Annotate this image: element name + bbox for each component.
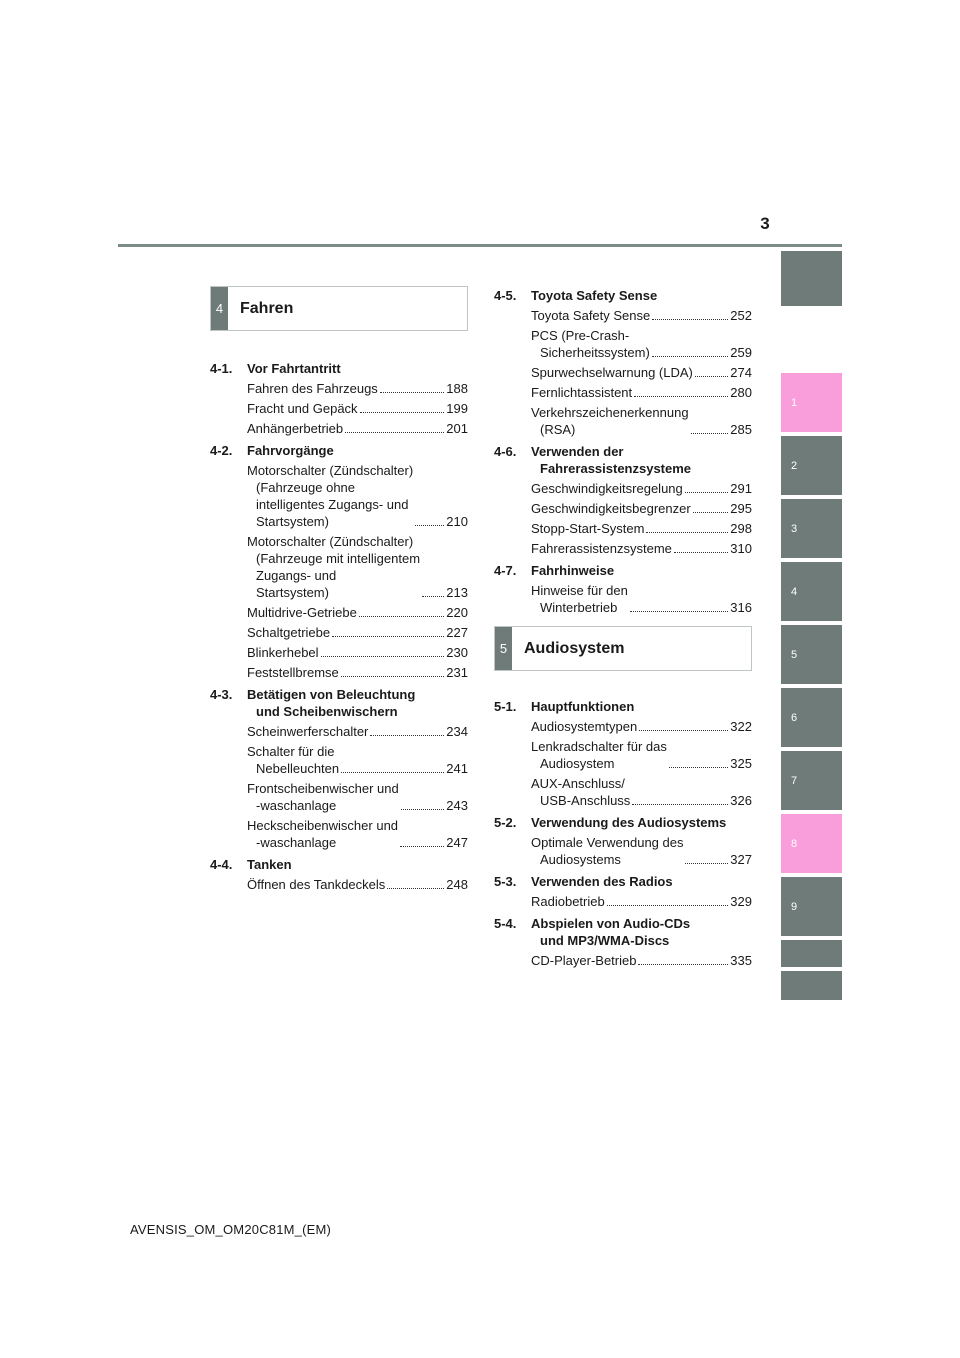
toc-groups <box>210 351 468 893</box>
subsection-title: Fahrvorgänge <box>247 443 334 458</box>
section-title: Fahren <box>240 300 294 317</box>
dot-leader <box>652 319 728 320</box>
toc-entry[interactable] <box>531 307 752 324</box>
toc-entry[interactable] <box>531 738 752 772</box>
subsection-title: Verwendung des Audiosystems <box>531 815 727 830</box>
dot-leader <box>607 905 729 906</box>
toc-page-number: 201 <box>446 421 468 436</box>
chapter-tab-label: 5 <box>791 648 798 661</box>
toc-entry[interactable] <box>247 780 468 814</box>
toc-page-number: 220 <box>446 605 468 620</box>
toc-entry-title: Toyota Safety Sense <box>531 308 651 323</box>
subsection-number: 5-3. <box>494 874 517 889</box>
chapter-tab-5[interactable] <box>781 625 842 684</box>
toc-page-number: 291 <box>730 481 752 496</box>
dot-leader <box>630 611 728 612</box>
dot-leader <box>674 552 728 553</box>
dot-leader <box>685 492 729 493</box>
dot-leader <box>634 396 728 397</box>
toc-entry-title: Blinkerhebel <box>247 645 319 660</box>
toc-page-number: 210 <box>446 514 468 529</box>
dot-leader <box>415 525 444 526</box>
chapter-tab-label: 4 <box>791 585 798 598</box>
chapter-tab-9[interactable] <box>781 877 842 936</box>
section-header-audiosystem[interactable] <box>494 626 752 671</box>
chapter-tab-blank[interactable] <box>781 940 842 967</box>
dot-leader <box>345 432 444 433</box>
toc-entry[interactable] <box>531 520 752 537</box>
toc-page-number: 227 <box>446 625 468 640</box>
toc-entry[interactable] <box>531 480 752 497</box>
toc-page-number: 213 <box>446 585 468 600</box>
toc-entry-title: Motorschalter (Zündschalter) (Fahrzeuge ohne intelligentes Zugangs- und Startsystem) <box>247 463 414 529</box>
subsection-title: Vor Fahrtantritt <box>247 361 341 376</box>
toc-entry-title: Schaltgetriebe <box>247 625 331 640</box>
subsection-number: 4-2. <box>210 443 233 458</box>
page-number: 3 <box>760 214 770 233</box>
toc-page-number: 241 <box>446 761 468 776</box>
chapter-tab-3[interactable] <box>781 499 842 558</box>
toc-groups <box>494 691 752 969</box>
toc-subsection-heading[interactable] <box>494 698 752 715</box>
toc-entry[interactable] <box>247 876 468 893</box>
toc-subsection-heading[interactable] <box>494 562 752 579</box>
subsection-number: 4-1. <box>210 361 233 376</box>
toc-entry[interactable] <box>247 400 468 417</box>
dot-leader <box>652 356 728 357</box>
toc-entry-title: Schalter für die Nebelleuchten <box>247 744 340 776</box>
chapter-tab-blank[interactable] <box>781 971 842 1000</box>
subsection-title: Fahrhinweise <box>531 563 615 578</box>
toc-entry[interactable] <box>531 384 752 401</box>
toc-page-number: 325 <box>730 756 752 771</box>
toc-entry[interactable] <box>531 834 752 868</box>
chapter-tab-8[interactable] <box>781 814 842 873</box>
dot-leader <box>359 616 444 617</box>
toc-subsection-heading[interactable] <box>210 442 468 459</box>
toc-entry-title: Fahrerassistenzsysteme <box>531 541 672 556</box>
dot-leader <box>632 804 728 805</box>
toc-entry-title: Optimale Verwendung des Audiosystems <box>531 835 684 867</box>
chapter-tab-label: 1 <box>791 396 798 409</box>
toc-entry-title: Stopp-Start-System <box>531 521 645 536</box>
dot-leader <box>341 676 445 677</box>
subsection-title: Verwenden der Fahrerassistenzsysteme <box>531 444 692 476</box>
toc-entry-title: Anhängerbetrieb <box>247 421 344 436</box>
dot-leader <box>646 532 728 533</box>
chapter-tab-label: 3 <box>791 522 798 535</box>
toc-entry-title: Lenkradschalter für das Audiosystem <box>531 739 667 771</box>
toc-page-number: 280 <box>730 385 752 400</box>
header-rule <box>118 244 842 247</box>
toc-page-number: 188 <box>446 381 468 396</box>
subsection-number: 4-7. <box>494 563 517 578</box>
chapter-tab-label: 7 <box>791 774 798 787</box>
toc-entry[interactable] <box>531 540 752 557</box>
toc-subsection-heading[interactable] <box>494 443 752 477</box>
toc-subsection-heading[interactable] <box>210 856 468 873</box>
toc-entry[interactable] <box>247 723 468 740</box>
toc-entry-title: Hinweise für den Winterbetrieb <box>531 583 628 615</box>
toc-entry-title: PCS (Pre-Crash- Sicherheitssystem) <box>531 328 650 360</box>
toc-page-number: 310 <box>730 541 752 556</box>
toc-entry-title: Feststellbremse <box>247 665 339 680</box>
chapter-tab-1[interactable] <box>781 373 842 432</box>
toc-entry-title: Verkehrszeichenerkennung (RSA) <box>531 405 689 437</box>
toc-entry[interactable] <box>247 644 468 661</box>
toc-subsection-heading[interactable] <box>494 814 752 831</box>
toc-entry-title: Geschwindigkeitsbegrenzer <box>531 501 691 516</box>
section-number: 5 <box>495 627 512 670</box>
section-title: Audiosystem <box>524 640 625 657</box>
subsection-title: Betätigen von Beleuchtung und Scheibenwischern <box>247 687 416 719</box>
dot-leader <box>360 412 445 413</box>
toc-entry[interactable] <box>531 775 752 809</box>
document-footer: AVENSIS_OM_OM20C81M_(EM) <box>130 1222 332 1237</box>
toc-right-column <box>494 286 752 972</box>
subsection-number: 5-4. <box>494 916 517 931</box>
toc-entry-title: Heckscheibenwischer und -waschanlage <box>247 818 399 850</box>
subsection-number: 5-2. <box>494 815 517 830</box>
section-header-fahren[interactable] <box>210 286 468 331</box>
toc-entry-title: Audiosystemtypen <box>531 719 638 734</box>
toc-entry-title: Fracht und Gepäck <box>247 401 358 416</box>
subsection-number: 4-6. <box>494 444 517 459</box>
toc-entry-title: Öffnen des Tankdeckels <box>247 877 386 892</box>
subsection-title: Hauptfunktionen <box>531 699 635 714</box>
toc-page-number: 231 <box>446 665 468 680</box>
chapter-tab-7[interactable] <box>781 751 842 810</box>
subsection-title: Verwenden des Radios <box>531 874 673 889</box>
dot-leader <box>341 772 444 773</box>
toc-entry[interactable] <box>247 462 468 530</box>
dot-leader <box>370 735 444 736</box>
toc-entry[interactable] <box>247 817 468 851</box>
toc-entry-title: Fahren des Fahrzeugs <box>247 381 378 396</box>
toc-entry-title: CD-Player-Betrieb <box>531 953 637 968</box>
subsection-number: 4-4. <box>210 857 233 872</box>
toc-subsection-heading[interactable] <box>210 360 468 377</box>
dot-leader <box>685 863 728 864</box>
dot-leader <box>691 433 729 434</box>
toc-entry[interactable] <box>247 664 468 681</box>
toc-page-number: 335 <box>730 953 752 968</box>
toc-entry[interactable] <box>531 500 752 517</box>
subsection-title: Abspielen von Audio-CDs und MP3/WMA-Discs <box>531 916 691 948</box>
chapter-tab-label: 6 <box>791 711 798 724</box>
toc-entry[interactable] <box>531 952 752 969</box>
dot-leader <box>387 888 444 889</box>
chapter-tab-label: 8 <box>791 837 798 850</box>
toc-page-number: 326 <box>730 793 752 808</box>
dot-leader <box>638 964 728 965</box>
toc-entry-title: Fernlichtassistent <box>531 385 633 400</box>
toc-page-number: 327 <box>730 852 752 867</box>
toc-page-number: 230 <box>446 645 468 660</box>
toc-page-number: 295 <box>730 501 752 516</box>
toc-page-number: 243 <box>446 798 468 813</box>
chapter-tab-blank[interactable] <box>781 251 842 306</box>
toc-entry[interactable] <box>247 624 468 641</box>
toc-page-number: 274 <box>730 365 752 380</box>
dot-leader <box>695 376 728 377</box>
dot-leader <box>693 512 729 513</box>
toc-groups <box>494 287 752 616</box>
toc-page-number: 259 <box>730 345 752 360</box>
dot-leader <box>639 730 728 731</box>
dot-leader <box>669 767 728 768</box>
chapter-tab-4[interactable] <box>781 562 842 621</box>
chapter-tab-2[interactable] <box>781 436 842 495</box>
toc-subsection-heading[interactable] <box>494 873 752 890</box>
subsection-number: 4-5. <box>494 288 517 303</box>
toc-entry[interactable] <box>531 893 752 910</box>
toc-entry[interactable] <box>247 604 468 621</box>
toc-entry-title: Scheinwerferschalter <box>247 724 369 739</box>
toc-page-number: 247 <box>446 835 468 850</box>
toc-page-number: 322 <box>730 719 752 734</box>
toc-page-number: 234 <box>446 724 468 739</box>
chapter-tab-6[interactable] <box>781 688 842 747</box>
toc-entry[interactable] <box>247 533 468 601</box>
toc-entry[interactable] <box>531 718 752 735</box>
toc-left-column <box>210 286 468 896</box>
dot-leader <box>380 392 445 393</box>
dot-leader <box>400 846 444 847</box>
toc-page-number: 285 <box>730 422 752 437</box>
toc-entry-title: Geschwindigkeitsregelung <box>531 481 683 496</box>
toc-subsection-heading[interactable] <box>494 915 752 949</box>
toc-page-number: 199 <box>446 401 468 416</box>
toc-entry[interactable] <box>531 404 752 438</box>
toc-entry[interactable] <box>531 582 752 616</box>
toc-entry-title: Spurwechselwarnung (LDA) <box>531 365 693 380</box>
subsection-title: Tanken <box>247 857 292 872</box>
dot-leader <box>401 809 445 810</box>
toc-page-number: 298 <box>730 521 752 536</box>
toc-page-number: 248 <box>446 877 468 892</box>
section-number: 4 <box>211 287 228 330</box>
toc-entry-title: AUX-Anschluss/ USB-Anschluss <box>531 776 631 808</box>
toc-page-number: 316 <box>730 600 752 615</box>
toc-subsection-heading[interactable] <box>494 287 752 304</box>
subsection-number: 4-3. <box>210 687 233 702</box>
toc-entry[interactable] <box>531 364 752 381</box>
chapter-tab-label: 9 <box>791 900 798 913</box>
subsection-number: 5-1. <box>494 699 517 714</box>
toc-entry[interactable] <box>247 743 468 777</box>
subsection-title: Toyota Safety Sense <box>531 288 658 303</box>
toc-entry[interactable] <box>247 380 468 397</box>
toc-entry[interactable] <box>247 420 468 437</box>
toc-entry-title: Motorschalter (Zündschalter) (Fahrzeuge mit intelligentem Zugangs- und Startsystem) <box>247 534 421 600</box>
toc-entry-title: Frontscheibenwischer und -waschanlage <box>247 781 399 813</box>
dot-leader <box>422 596 444 597</box>
toc-entry[interactable] <box>531 327 752 361</box>
toc-subsection-heading[interactable] <box>210 686 468 720</box>
dot-leader <box>332 636 444 637</box>
toc-page-number: 252 <box>730 308 752 323</box>
chapter-tab-label: 2 <box>791 459 798 472</box>
toc-page-number: 329 <box>730 894 752 909</box>
dot-leader <box>321 656 445 657</box>
toc-entry-title: Radiobetrieb <box>531 894 605 909</box>
toc-entry-title: Multidrive-Getriebe <box>247 605 357 620</box>
